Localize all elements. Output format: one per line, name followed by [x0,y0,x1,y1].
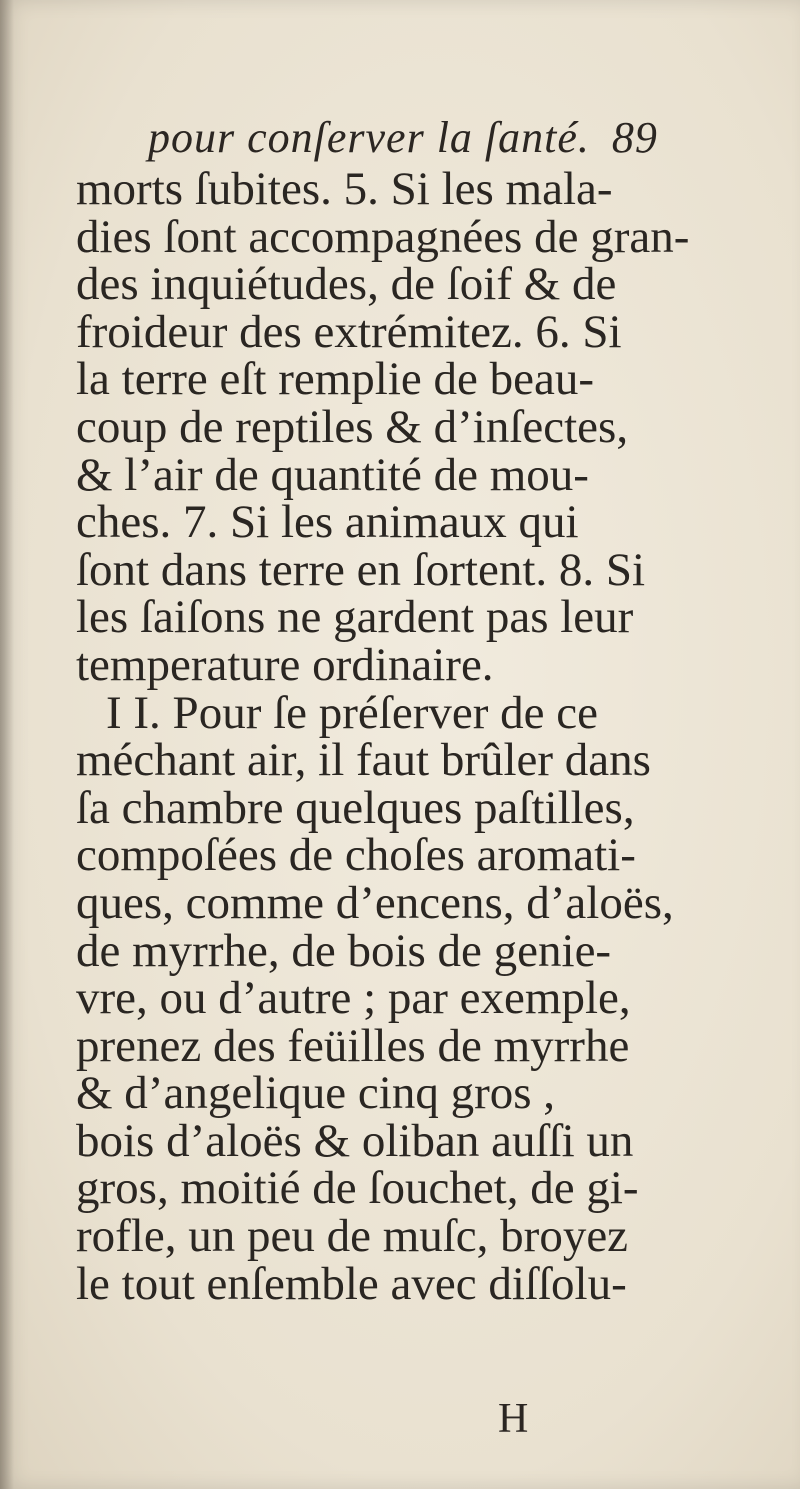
gutter-shadow [0,0,14,1489]
text-line: de myrrhe, de bois de genie- [76,924,612,977]
text-line: les ſaiſons ne gardent pas leur [76,591,634,644]
text-line: prenez des feüilles de myrrhe [76,1019,630,1072]
text-line: froideur des extrémitez. 6. Si [76,305,622,358]
page-number: 89 [611,113,658,162]
running-head [148,112,668,163]
running-head-title: pour conſerver la ſanté. [148,113,590,162]
text-line: ſa chambre quelques paſtilles, [76,781,635,834]
text-line: dies ſont accompagnées de gran- [76,210,690,263]
text-line: ches. 7. Si les animaux qui [76,496,579,549]
text-line: gros, moitié de ſouchet, de gi- [76,1162,639,1215]
text-line: méchant air, il faut brûler dans [76,734,651,787]
paragraph-start-line: I I. Pour ſe préſerver de ce [106,686,598,739]
text-line: & d’angelique cinq gros , [76,1067,556,1120]
text-line: bois d’aloës & oliban auſſi un [76,1114,634,1167]
text-line: la terre eſt remplie de beau- [76,353,595,406]
text-line: rofle, un peu de muſc, broyez [76,1210,629,1263]
body-text [76,163,690,1310]
text-line: des inquiétudes, de ſoif & de [76,258,617,311]
signature-mark: H [498,1396,529,1442]
text-line: morts ſubites. 5. Si les mala- [76,163,613,215]
text-line: temperature ordinaire. [76,638,494,691]
text-line: compoſées de choſes aromati- [76,829,636,882]
text-line: & l’air de quantité de mou- [76,448,589,501]
text-line: vre, ou d’autre ; par exemple, [76,972,631,1025]
text-line: coup de reptiles & d’inſectes, [76,400,629,453]
text-line: ſont dans terre en ſortent. 8. Si [76,543,646,596]
text-line: le tout enſemble avec diſſolu- [76,1257,627,1310]
text-line: ques, comme d’encens, d’aloës, [76,876,674,929]
